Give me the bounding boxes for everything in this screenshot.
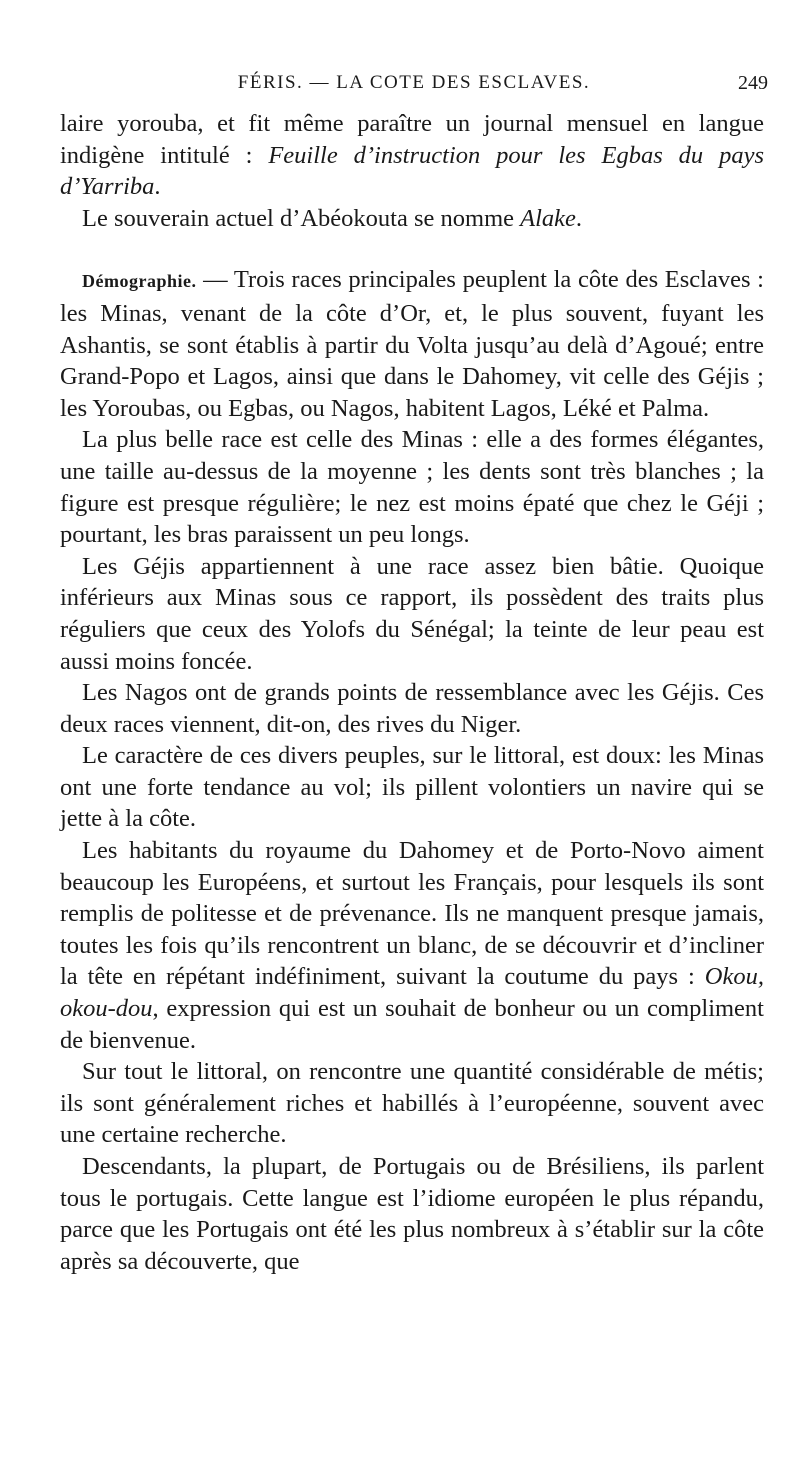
paragraph-text: laire yorouba, et fit même paraître un journal mensuel en langue indigène intitulé :	[60, 110, 764, 169]
section-lead: Démographie.	[82, 271, 197, 292]
paragraph: Le caractère de ces divers peuples, sur le littoral, est doux: les Minas ont une forte tendance au vol; ils pillent volontiers un navire qui se jette à la côte.	[60, 742, 764, 833]
paragraph-text: Le souverain actuel d’Abéokouta se nomme	[82, 204, 521, 232]
paragraph-text: .	[575, 204, 583, 232]
paragraph	[60, 835, 764, 1056]
paragraph-text: — Trois races principales peuplent la côte des Esclaves : les Minas, venant de la côte d’Or, et, le plus souvent, fuyant les Ashantis, se sont établis à partir du Volta jusqu’au delà d’Agoué; entre Grand-Popo et Lagos, ainsi que dans le Dahomey, vit celle des Géjis ; les Yoroubas, ou Egbas, ou Nagos, habitent Lagos, Léké et Palma.	[60, 266, 764, 422]
paragraph	[60, 203, 764, 235]
paragraph: Les Nagos ont de grands points de ressemblance avec les Géjis. Ces deux races viennent, dit-on, des rives du Niger.	[60, 679, 764, 738]
running-title: FÉRIS. — LA COTE DES ESCLAVES.	[237, 72, 591, 93]
paragraph: Descendants, la plupart, de Portugais ou de Brésiliens, ils parlent tous le portugais. Cette langue est l’idiome européen le plus répandu, parce que les Portugais ont été les plus nombreux à s’établir sur la côte après sa découverte, que	[60, 1153, 764, 1275]
paragraph	[60, 108, 764, 203]
paragraph-text: , expression qui est un souhait de bonheur ou un compliment de bienvenue.	[60, 995, 764, 1054]
page-number: 249	[738, 72, 768, 94]
greeting-expression: Okou, okou-dou	[60, 963, 764, 1023]
paragraph-text: Les habitants du royaume du Dahomey et de Porto-Novo aiment beaucoup les Européens, et surtout les Français, pour lesquels ils sont remplis de politesse et de prévenance. Ils ne manquent presque jamais, toutes les fois qu’ils rencontrent un blanc, de se découvrir et d’incliner la tête en répétant indéfiniment, suivant la coutume du pays :	[60, 837, 764, 991]
paragraph: Sur tout le littoral, on rencontre une quantité considérable de métis; ils sont généralement riches et habillés à l’européenne, souvent avec une certaine recherche.	[60, 1058, 764, 1149]
paragraph	[60, 264, 764, 424]
paragraph: La plus belle race est celle des Minas : elle a des formes élégantes, une taille au-dessus de la moyenne ; les dents sont très blanches ; la figure est presque régulière; le nez est moins épaté que chez le Géji ; pourtant, les bras paraissent un peu longs.	[60, 426, 764, 549]
paragraph: Les Géjis appartiennent à une race assez bien bâtie. Quoique inférieurs aux Minas sous ce rapport, ils possèdent des traits plus réguliers que ceux des Yolofs du Sénégal; la teinte de leur peau est aussi moins foncée.	[60, 552, 764, 675]
newspaper-title: Feuille d’instruction pour les Egbas du pays d’Yarriba	[60, 141, 764, 201]
paragraph-text: .	[154, 173, 161, 201]
ruler-title: Alake	[520, 204, 576, 232]
running-header	[60, 72, 768, 102]
body-text	[60, 108, 764, 1277]
